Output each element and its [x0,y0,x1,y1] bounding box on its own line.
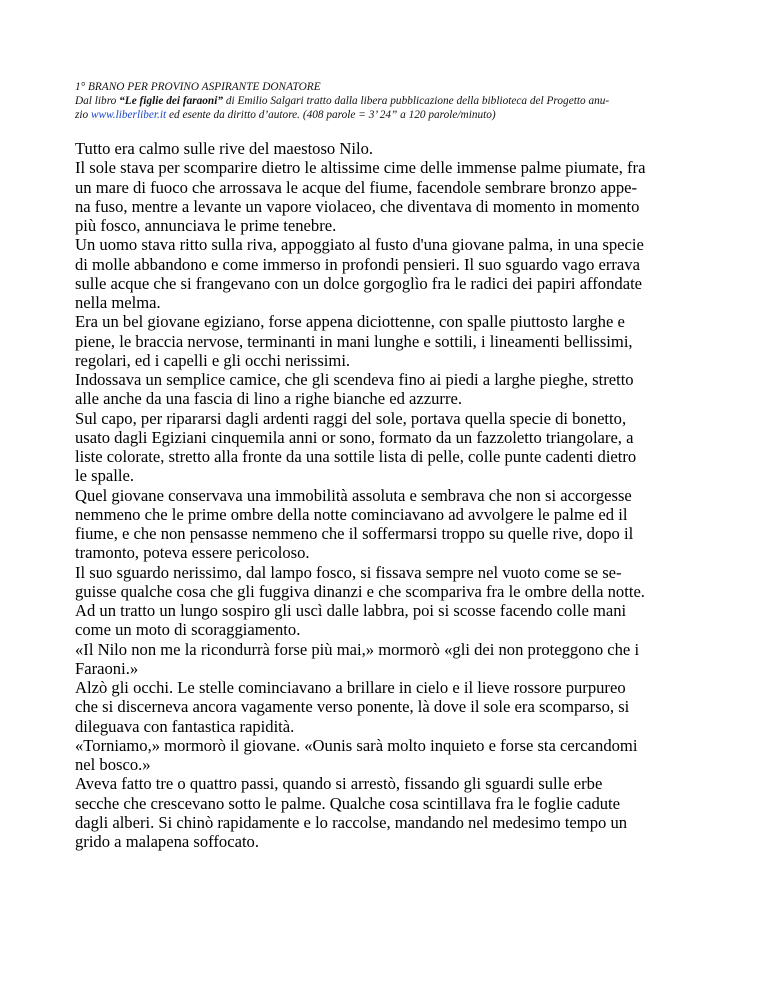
text-line: Un uomo stava ritto sulla riva, appoggiato al fusto d'una giovane palma, in una specie [75,235,644,255]
text-line: Ad un tratto un lungo sospiro gli uscì dalle labbra, poi si scosse facendo colle mani [75,601,627,620]
header-source [75,94,700,122]
text-line: Era un bel giovane egiziano, forse appena diciottenne, con spalle piuttosto larghe e [75,312,625,332]
text-line: nemmeno che le prime ombre della notte cominciavano ad avvolgere le palme ed il [75,504,628,524]
source-prefix: Dal libro [75,95,120,107]
text-line: le spalle. [75,466,134,486]
document-header [75,80,700,122]
text-line: fiume, e che non pensasse nemmeno che il soffermarsi troppo su quelle rive, dopo il [75,524,634,543]
source-prefix-2: zio [75,109,92,121]
text-line: tramonto, poteva essere pericoloso. [75,543,310,563]
text-line: sulle acque che si frangevano con un dolce gorgoglìo fra le radici dei papiri affondate [75,273,643,293]
text-line: alle anche da una fascia di lino a righe bianche ed azzurre. [75,389,462,409]
text-line: na fuso, mentre a levante un vapore violaceo, che diventava di momento in momento [75,196,640,216]
text-line: «Torniamo,» mormorò il giovane. «Ounis sarà molto inquieto e forse sta cercandomi [75,735,638,755]
text-line: Aveva fatto tre o quattro passi, quando si arrestò, fissando gli sguardi sulle erbe [75,774,603,794]
text-line: dagli alberi. Si chinò rapidamente e lo raccolse, mandando nel medesimo tempo un [75,812,628,832]
passage-body [75,139,715,851]
text-line: liste colorate, stretto alla fronte da una sottile lista di pelle, colle punte cadenti dietro [75,447,637,466]
header-title: 1° BRANO PER PROVINO ASPIRANTE DONATORE [75,81,321,93]
text-line: di molle abbandono e come immerso in profondi pensieri. Il suo sguardo vago errava [75,254,640,274]
source-author: di Emilio Salgari tratto dalla libera pubblicazione della biblioteca del Progetto anu- [223,95,610,107]
text-line: che si discerneva ancora vagamente verso ponente, là dove il sole era scomparso, si [75,697,630,717]
text-line: piene, le braccia nervose, terminanti in mani lunghe e sottili, i lineamenti bellissimi, [75,331,633,351]
text-line: Alzò gli occhi. Le stelle cominciavano a brillare in cielo e il lieve rossore purpureo [75,678,626,697]
text-line: nella melma. [75,293,161,312]
source-license: ed esente da diritto d’autore. (408 parole = 3’ 24” a 120 parole/minuto) [166,109,496,121]
book-title: “Le figlie dei faraoni” [119,95,224,107]
text-line: nel bosco.» [75,755,151,774]
text-line: regolari, ed i capelli e gli occhi nerissimi. [75,350,351,370]
text-line: Quel giovane conservava una immobilità assoluta e sembrava che non si accorgesse [75,485,632,505]
text-line: guisse qualche cosa che gli fuggiva dinanzi e che scompariva fra le ombre della notte. [75,581,645,601]
text-line: Il suo sguardo nerissimo, dal lampo fosco, si fissava sempre nel vuoto come se se- [75,562,622,582]
text-line: Sul capo, per ripararsi dagli ardenti raggi del sole, portava quella specie di bonetto, [75,408,627,428]
text-line: un mare di fuoco che arrossava le acque del fiume, facendole sembrare bronzo appe- [75,177,638,197]
text-line: Tutto era calmo sulle rive del maestoso Nilo. [75,139,374,158]
text-line: usato dagli Egiziani cinquemila anni or sono, formato da un fazzoletto triangolare, a [75,427,634,447]
text-line: Faraoni.» [75,658,139,678]
text-line: più fosco, annunciava le prime tenebre. [75,216,337,235]
text-line: «Il Nilo non me la ricondurrà forse più mai,» mormorò «gli dei non proteggono che i [75,639,640,659]
text-line: dileguava con fantastica rapidità. [75,716,295,736]
text-line: secche che crescevano sotto le palme. Qualche cosa scintillava fra le foglie cadute [75,793,621,813]
liberliber-link[interactable]: www.liberliber.it [91,109,167,121]
text-line: Il sole stava per scomparire dietro le altissime cime delle immense palme piumate, fra [75,158,646,178]
text-line: Indossava un semplice camice, che gli scendeva fino ai piedi a larghe pieghe, stretto [75,370,634,389]
text-line: grido a malapena soffocato. [75,832,259,851]
text-line: come un moto di scoraggiamento. [75,620,301,640]
